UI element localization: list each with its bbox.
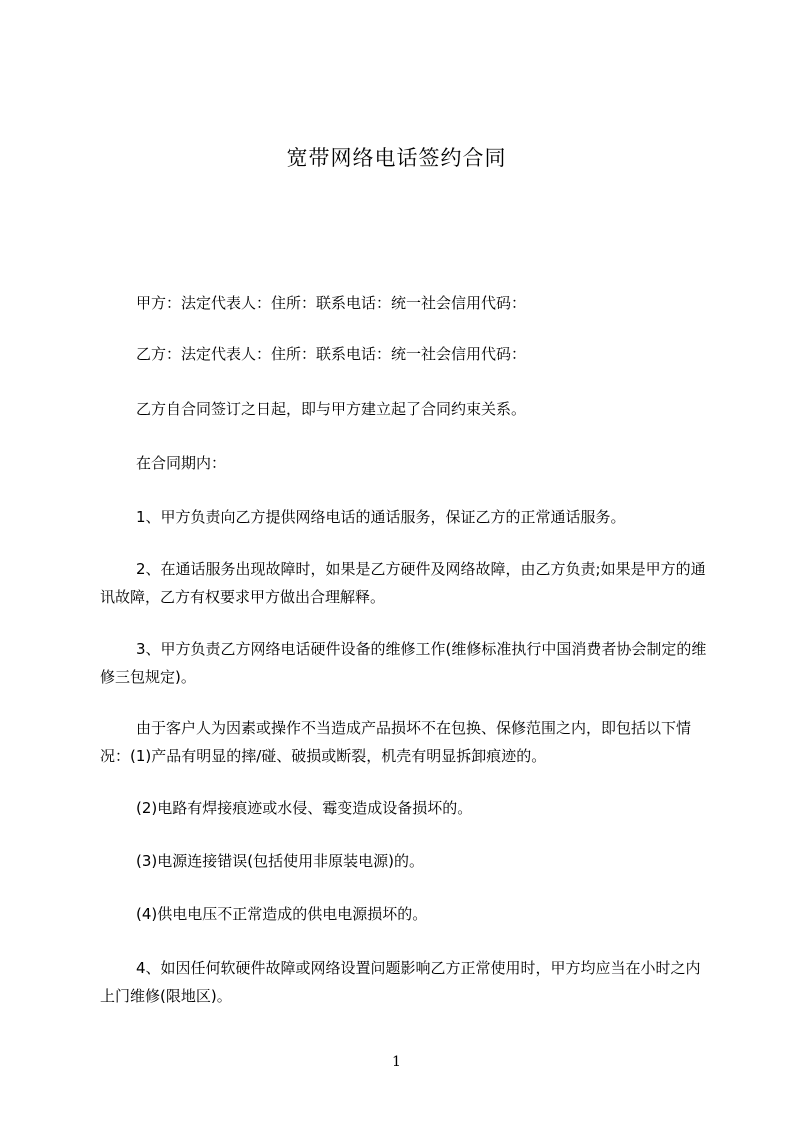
clause-4: 4、如因任何软硬件故障或网络设置问题影响乙方正常使用时，甲方均应当在小时之内上门维修(限地区)。: [100, 959, 701, 1005]
exclusion-item-4: (4)供电电压不正常造成的供电电源损坏的。: [136, 905, 428, 923]
clause-3: 3、甲方负责乙方网络电话硬件设备的维修工作(维修标准执行中国消费者协会制定的维修三包规定)。: [100, 640, 707, 686]
exclusion-item-2: (2)电路有焊接痕迹或水侵、霉变造成设备损坏的。: [136, 799, 473, 817]
paragraph-term: 在合同期内：: [136, 454, 227, 472]
paragraph-effective: 乙方自合同签订之日起，即与甲方建立起了合同约束关系。: [136, 400, 527, 418]
clause-2: 2、在通话服务出现故障时，如果是乙方硬件及网络故障，由乙方负责;如果是甲方的通讯故障，乙方有权要求甲方做出合理解释。: [100, 560, 706, 606]
page-number: 1: [392, 1054, 401, 1070]
clause-1: 1、甲方负责向乙方提供网络电话的通话服务，保证乙方的正常通话服务。: [136, 508, 626, 526]
paragraph-exclusions: 由于客户人为因素或操作不当造成产品损坏不在包换、保修范围之内，即包括以下情况：(1)产品有明显的摔/碰、破损或断裂，机壳有明显拆卸痕迹的。: [100, 719, 692, 765]
exclusion-item-3: (3)电源连接错误(包括使用非原装电源)的。: [136, 852, 424, 870]
document-title: 宽带网络电话签约合同: [286, 146, 507, 170]
party-a-line: 甲方：法定代表人：住所：联系电话：统一社会信用代码：: [136, 294, 527, 312]
party-b-line: 乙方：法定代表人：住所：联系电话：统一社会信用代码：: [136, 345, 527, 363]
